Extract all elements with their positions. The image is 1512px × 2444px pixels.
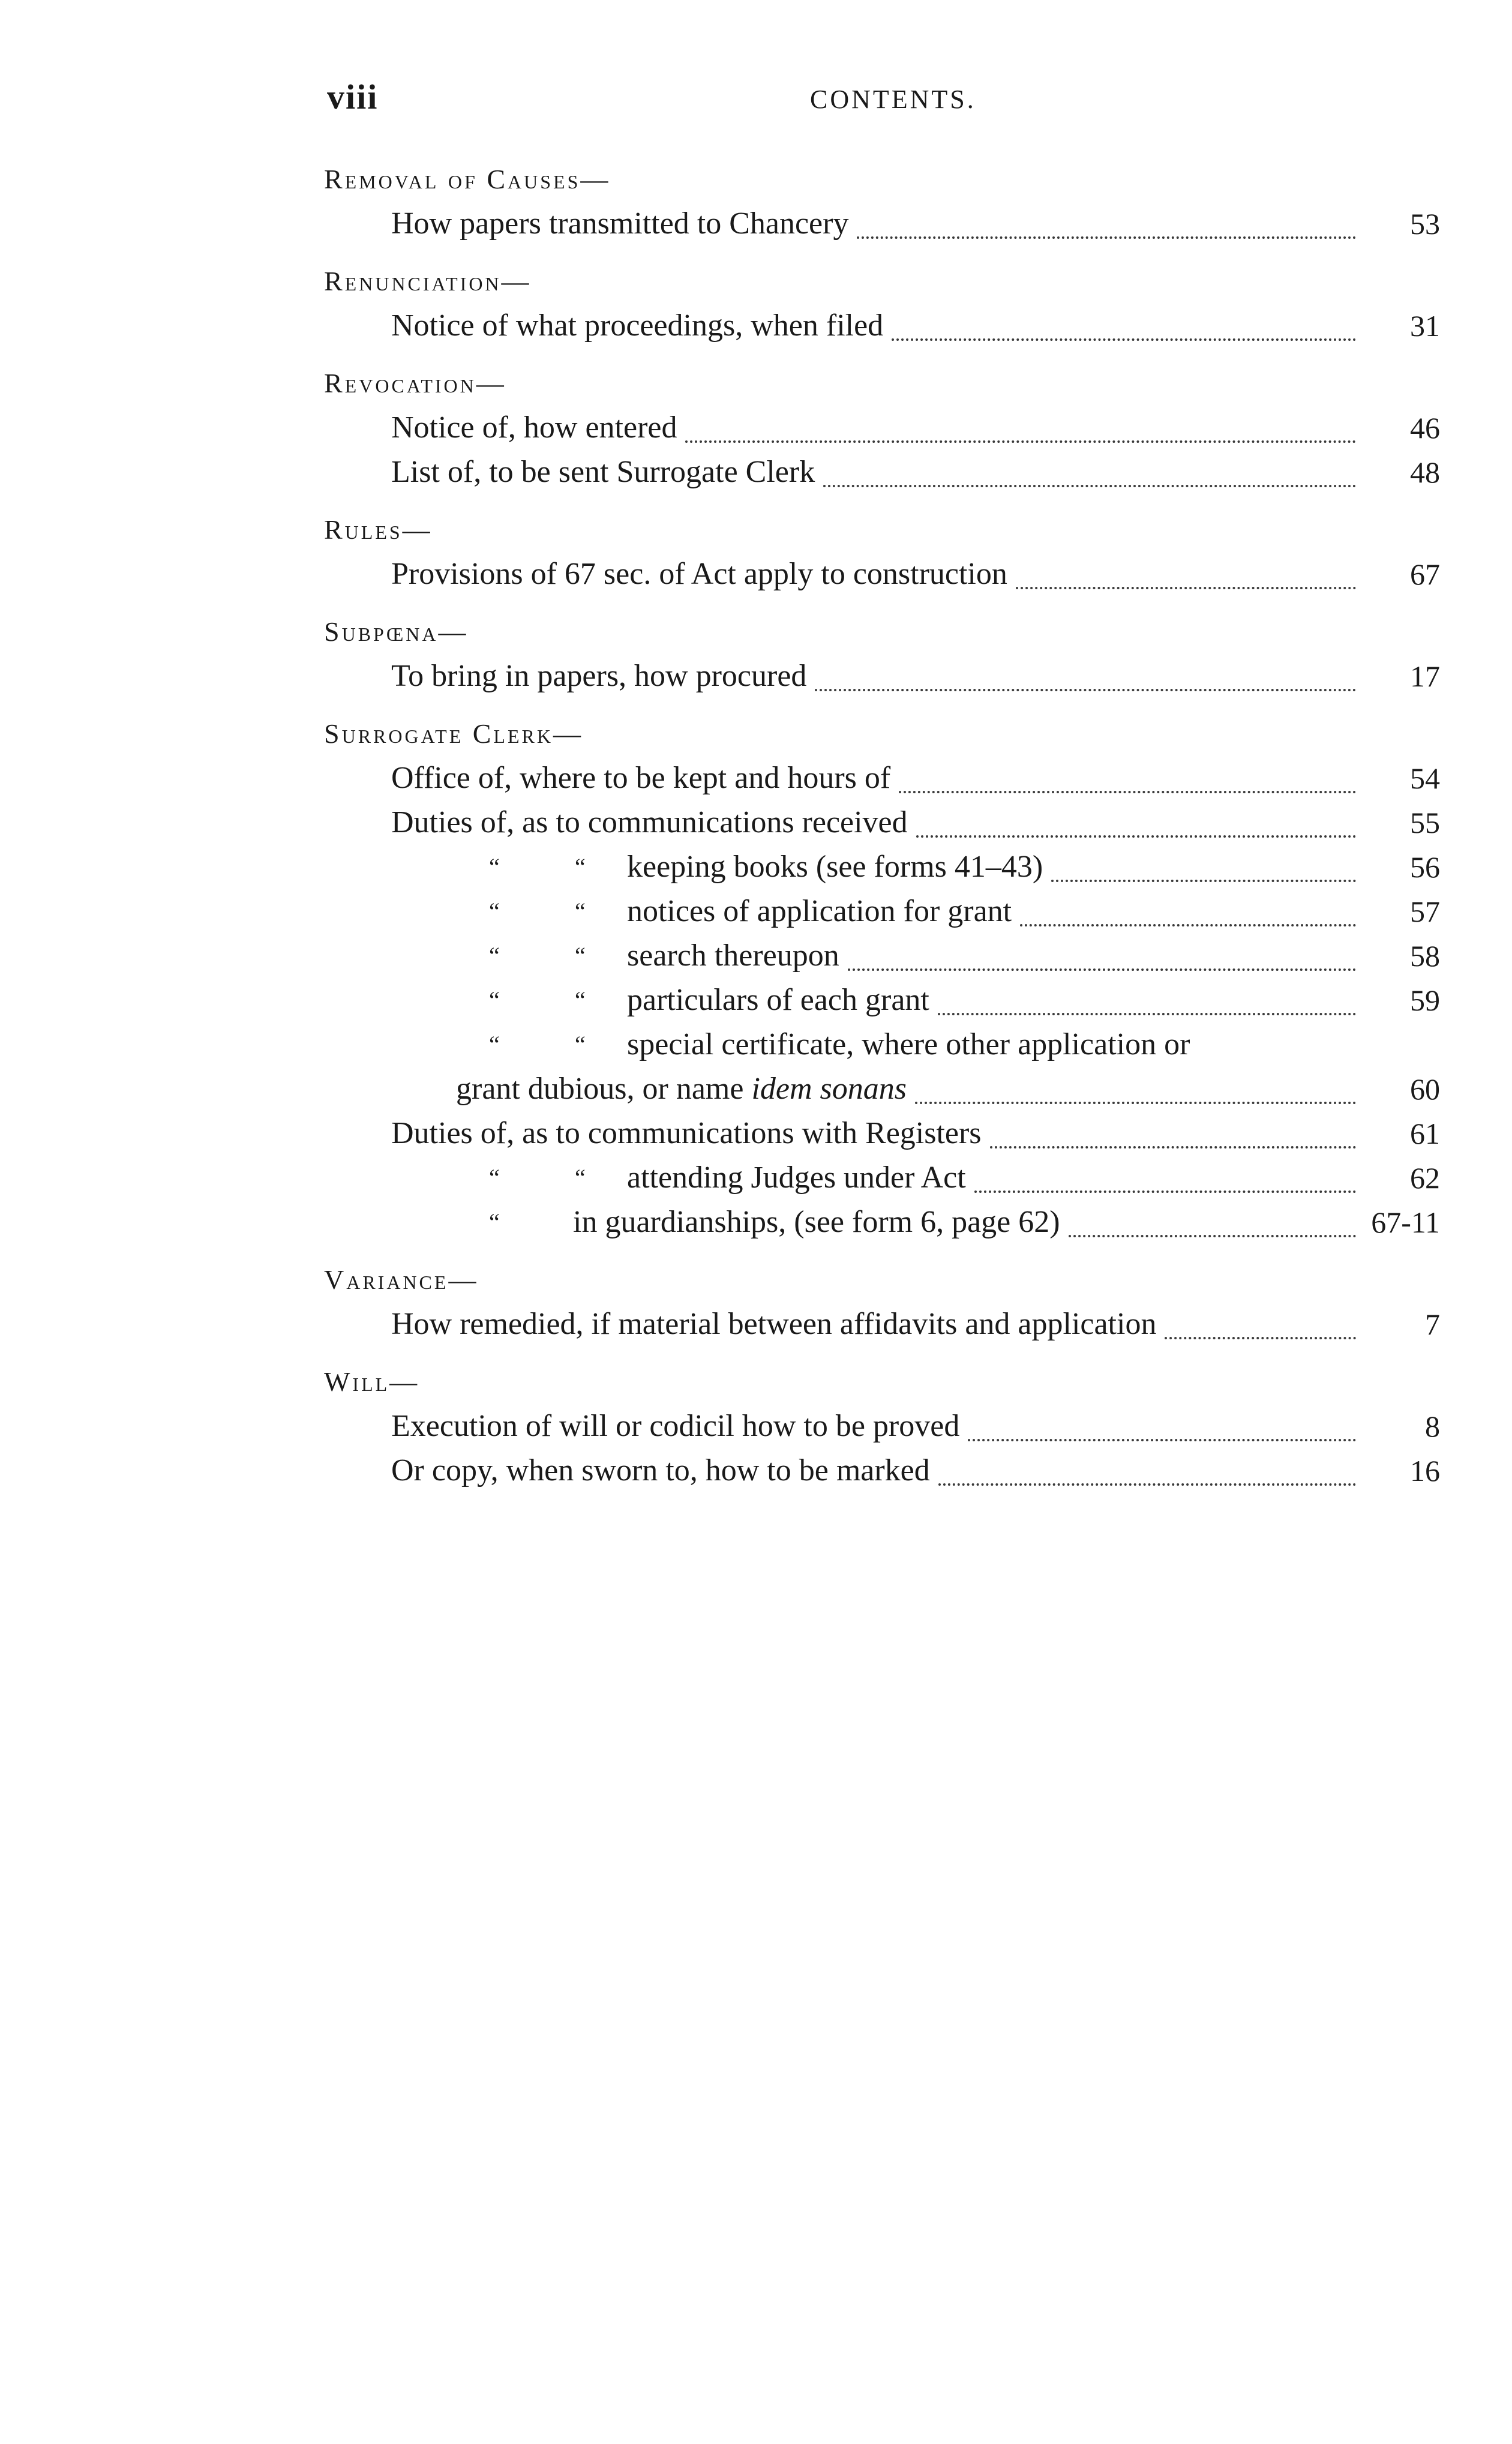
ditto-mark: “ [489,853,500,880]
page-reference: 60 [1410,1072,1440,1106]
entry-label: Or copy, when sworn to, how to be marked [391,1453,930,1488]
contents-entry [324,1022,1452,1067]
dot-leader [968,1415,1356,1441]
ditto-mark: “ [575,986,586,1013]
page-reference: 67-11 [1371,1205,1440,1239]
dot-leader [938,989,1356,1015]
page-reference: 54 [1410,761,1440,795]
ditto-mark: “ [489,1164,500,1191]
contents-entry [324,1449,1452,1493]
running-head: CONTENTS. [810,85,976,114]
page-reference: 62 [1410,1161,1440,1195]
page-reference: 48 [1410,455,1440,489]
contents-entry [324,406,1452,450]
dot-leader [938,1459,1356,1486]
contents-entry [324,800,1452,845]
entry-label: Execution of will or codicil how to be proved [391,1409,960,1443]
dot-leader [892,314,1356,341]
section-gap [324,596,1452,610]
contents-entry [324,450,1452,494]
ditto-mark: “ [489,986,500,1013]
dot-leader [848,944,1356,971]
page-reference: 67 [1410,557,1440,591]
page-reference: 16 [1410,1454,1440,1488]
section-gap [324,246,1452,259]
page-number: viii [327,77,379,116]
page-reference: 55 [1410,806,1440,839]
contents-entry [324,889,1452,934]
dot-leader [823,461,1356,487]
ditto-mark: “ [489,898,500,925]
entry-label: particulars of each grant [627,983,929,1017]
contents-entry [324,202,1452,246]
entry-label: attending Judges under Act [627,1160,966,1195]
entry-label: To bring in papers, how procured [391,659,807,693]
ditto-mark: “ [489,1208,500,1236]
page-reference: 56 [1410,850,1440,884]
ditto-mark: “ [575,1164,586,1191]
entry-label: keeping books (see forms 41–43) [627,850,1043,884]
section-heading: Renunciation— [324,266,532,296]
entry-label: search thereupon [627,938,839,973]
entry-label: Duties of, as to communications received [391,805,908,839]
entry-label: Provisions of 67 sec. of Act apply to construction [391,557,1007,591]
contents-entry [324,1302,1452,1347]
ditto-mark: “ [575,1031,586,1058]
ditto-mark: “ [575,942,586,969]
contents-entry [324,934,1452,978]
dot-leader [815,665,1356,691]
contents-entry [324,978,1452,1022]
page-reference: 57 [1410,895,1440,928]
dot-leader [1051,856,1356,882]
contents-entry [324,1156,1452,1200]
section-gap [324,494,1452,508]
entry-label: special certificate, where other application or [627,1027,1190,1061]
section-heading: Will— [324,1366,420,1397]
contents-entry [324,1200,1452,1245]
dot-leader [974,1166,1356,1193]
entry-label: grant dubious, or name idem sonans [456,1072,907,1106]
page-reference: 58 [1410,939,1440,973]
dot-leader [899,767,1356,793]
dot-leader [915,1078,1356,1104]
page-reference: 31 [1410,309,1440,343]
entry-label: How remedied, if material between affidavits and application [391,1307,1157,1341]
dot-leader [1069,1211,1356,1237]
contents-entry [324,1404,1452,1449]
entry-label: Notice of, how entered [391,410,677,445]
ditto-mark: “ [489,942,500,969]
entry-label: List of, to be sent Surrogate Clerk [391,455,815,489]
page-reference: 17 [1410,659,1440,693]
contents-list [324,157,1452,1493]
page-reference: 53 [1410,207,1440,241]
section-heading: Revocation— [324,368,506,398]
contents-entry [324,1111,1452,1156]
section-gap [324,698,1452,712]
dot-leader [916,811,1356,838]
entry-label: Duties of, as to communications with Registers [391,1116,982,1150]
contents-entry [324,845,1452,889]
page-reference: 46 [1410,411,1440,445]
section-gap [324,348,1452,361]
entry-label: Notice of what proceedings, when filed [391,308,884,343]
entry-label: in guardianships, (see form 6, page 62) [573,1205,1060,1239]
page-reference: 7 [1425,1308,1440,1341]
dot-leader [1016,563,1356,589]
dot-leader [990,1122,1356,1148]
contents-entry [324,654,1452,698]
section-gap [324,1245,1452,1258]
page-reference: 59 [1410,983,1440,1017]
section-gap [324,1347,1452,1360]
section-heading: Variance— [324,1264,479,1295]
section-heading: Rules— [324,514,433,545]
contents-entry [324,756,1452,800]
dot-leader [685,416,1356,443]
section-heading: Subpœna— [324,616,469,647]
ditto-mark: “ [575,853,586,880]
latin-phrase: idem sonans [751,1072,907,1106]
dot-leader [1020,900,1356,926]
entry-label: Office of, where to be kept and hours of [391,761,891,795]
ditto-mark: “ [489,1031,500,1058]
entry-label: How papers transmitted to Chancery [391,206,849,241]
dot-leader [857,212,1356,239]
page-reference: 61 [1410,1117,1440,1150]
contents-entry [324,304,1452,348]
section-heading: Removal of Causes— [324,164,611,194]
page-reference: 8 [1425,1410,1440,1443]
entry-label: notices of application for grant [627,894,1012,928]
contents-entry [324,552,1452,596]
contents-entry [324,1067,1452,1111]
ditto-mark: “ [575,898,586,925]
section-heading: Surrogate Clerk— [324,718,583,749]
dot-leader [1165,1313,1356,1339]
